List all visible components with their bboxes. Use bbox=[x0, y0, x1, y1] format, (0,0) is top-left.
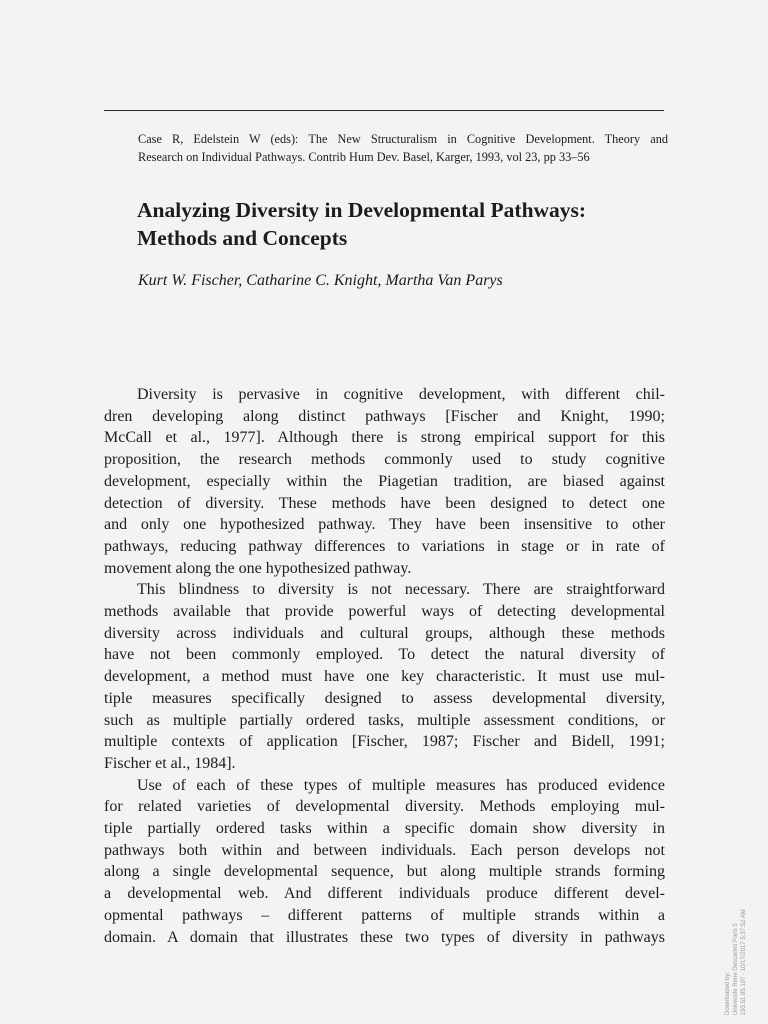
body-line: pathways both within and between individuals. Each person develops not bbox=[104, 841, 665, 859]
body-line: domain. A domain that illustrates these two types of diversity in pathways bbox=[104, 928, 665, 946]
body-line: tiple partially ordered tasks within a specific domain show diversity in bbox=[104, 820, 665, 838]
header-rule bbox=[104, 110, 664, 111]
body-line: Use of each of these types of multiple measures has produced evidence bbox=[137, 776, 665, 794]
body-line: development, a method must have one key characteristic. It must use mul- bbox=[104, 668, 665, 686]
body-line: along a single developmental sequence, but along multiple strands forming bbox=[104, 863, 665, 881]
watermark-line-2: Universite Rene Descartes Paris 5 bbox=[733, 923, 739, 1015]
body-line: detection of diversity. These methods have been designed to detect one bbox=[104, 494, 665, 512]
body-line: for related varieties of developmental diversity. Methods employing mul- bbox=[104, 798, 665, 816]
body-line: proposition, the research methods commonly used to study cognitive bbox=[104, 451, 665, 469]
body-line: methods available that provide powerful ways of detecting developmental bbox=[104, 603, 665, 621]
citation-line-1: Case R, Edelstein W (eds): The New Structuralism in Cognitive Development. Theory and bbox=[138, 132, 668, 146]
body-line: dren developing along distinct pathways [Fischer and Knight, 1990; bbox=[104, 407, 665, 425]
body-text bbox=[104, 384, 665, 948]
body-line: movement along the one hypothesized pathway. bbox=[104, 559, 412, 577]
body-line: This blindness to diversity is not necessary. There are straightforward bbox=[137, 581, 665, 599]
body-line: and only one hypothesized pathway. They have been insensitive to other bbox=[104, 516, 665, 534]
body-line: McCall et al., 1977]. Although there is strong empirical support for this bbox=[104, 429, 665, 447]
body-line: Fischer et al., 1984]. bbox=[104, 754, 236, 772]
body-line: pathways, reducing pathway differences to variations in stage or in rate of bbox=[104, 537, 665, 555]
citation bbox=[138, 130, 668, 166]
body-line: a developmental web. And different individuals produce different devel- bbox=[104, 885, 665, 903]
watermark-line-1: Downloaded by: bbox=[725, 971, 731, 1015]
download-watermark bbox=[724, 909, 748, 1015]
body-line: such as multiple partially ordered tasks, multiple assessment conditions, or bbox=[104, 711, 665, 729]
body-line: Diversity is pervasive in cognitive development, with different chil- bbox=[137, 386, 665, 403]
title-line-2: Methods and Concepts bbox=[137, 226, 348, 250]
body-line: opmental pathways – different patterns of multiple strands within a bbox=[104, 906, 665, 924]
citation-line-2: Research on Individual Pathways. Contrib Hum Dev. Basel, Karger, 1993, vol 23, pp 33–56 bbox=[138, 150, 590, 164]
body-line: have not been commonly employed. To detect the natural diversity of bbox=[104, 646, 665, 664]
body-line: development, especially within the Piagetian tradition, are biased against bbox=[104, 472, 665, 490]
watermark-line-3: 193.51.85.197 - 10/17/2017 5:37:52 AM bbox=[741, 909, 747, 1015]
title-line-1: Analyzing Diversity in Developmental Pathways: bbox=[137, 198, 587, 222]
body-line: tiple measures specifically designed to assess developmental diversity, bbox=[104, 689, 665, 707]
body-line: multiple contexts of application [Fischer, 1987; Fischer and Bidell, 1991; bbox=[104, 733, 665, 751]
article-title bbox=[137, 196, 677, 252]
authors: Kurt W. Fischer, Catharine C. Knight, Martha Van Parys bbox=[138, 272, 503, 289]
body-line: diversity across individuals and cultural groups, although these methods bbox=[104, 624, 665, 642]
